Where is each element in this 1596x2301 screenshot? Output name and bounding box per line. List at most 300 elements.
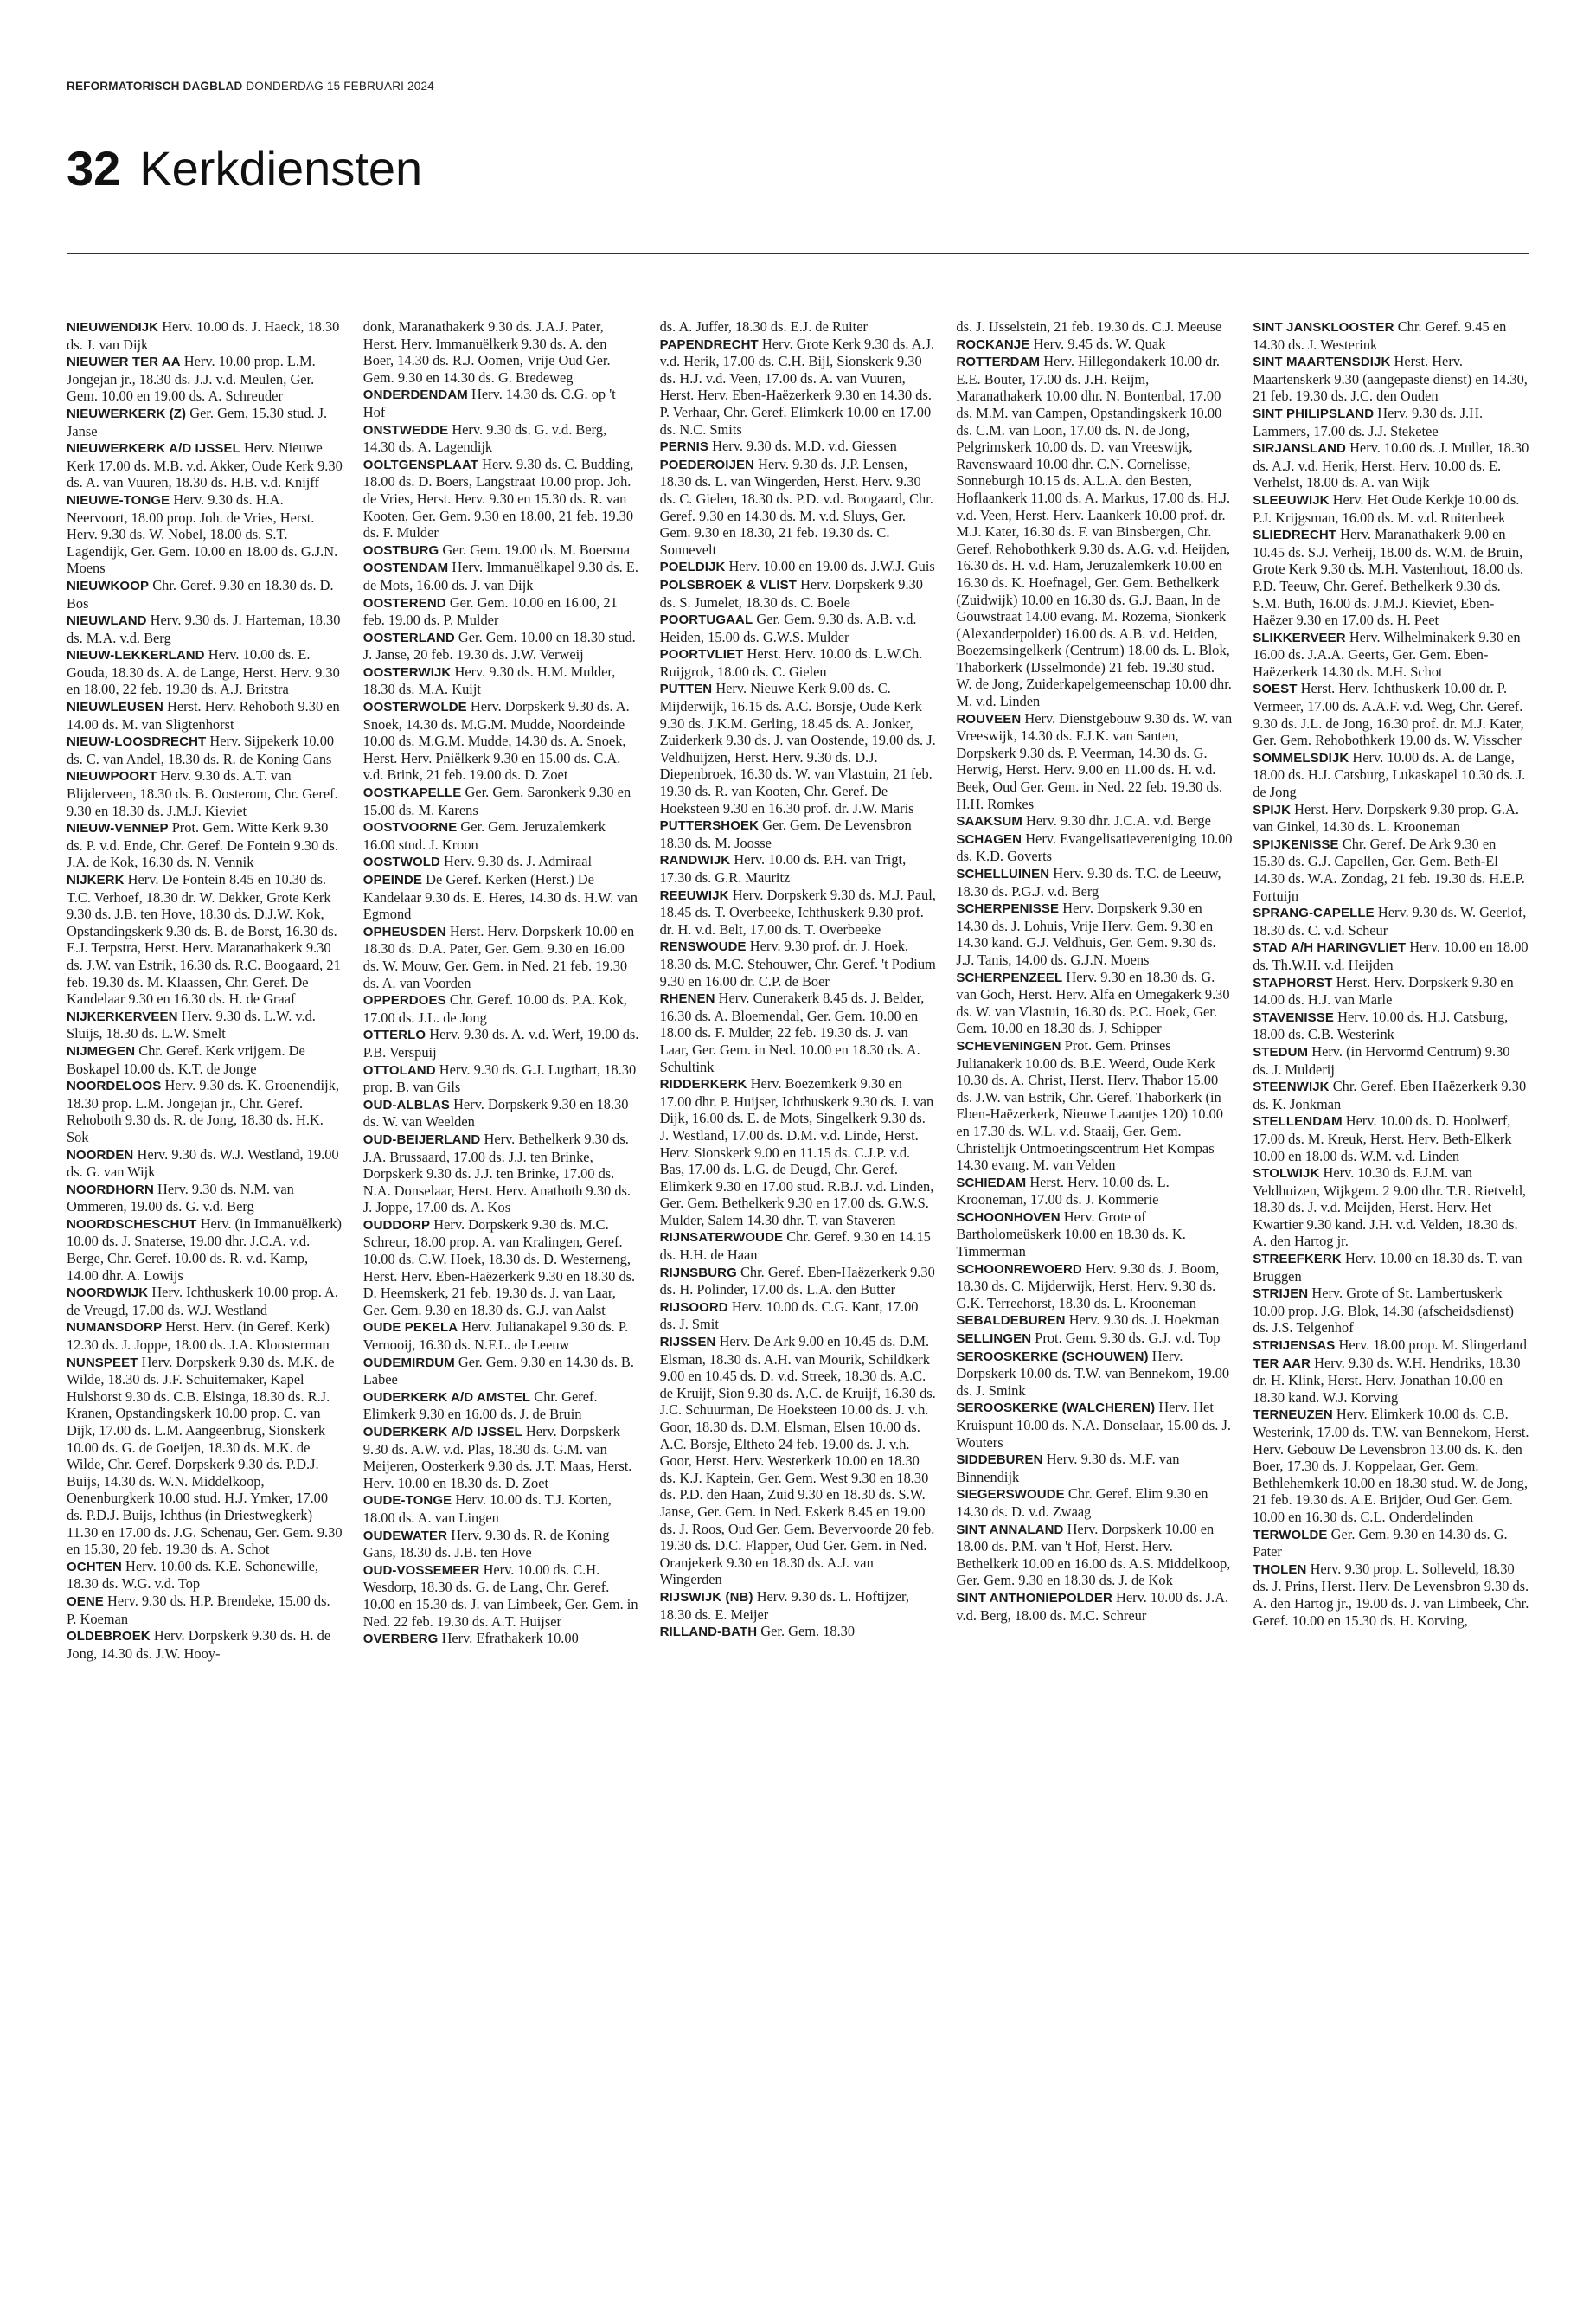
place-name: STREEFKERK [1253,1252,1342,1267]
service-details: Herst. Herv. Ichthuskerk 10.00 dr. P. Vermeer, 17.00 ds. A.A.F. v.d. Weg, Chr. Geref. 9.30 ds. J.L. de Jong, 16.30 prof. dr. M.J. Kater, Ger. Gem. Rehobothkerk 19.00 ds. W. Visscher [1253,680,1524,749]
service-details: Herv. 9.30 ds. J.H. Lammers, 17.00 ds. J.J. Steketee [1253,404,1484,439]
service-entry [1253,1043,1529,1078]
service-details: Herst. Herv. Dorpskerk 9.30 prop. G.A. van Ginkel, 14.30 ds. L. Krooneman [1253,800,1519,836]
place-name: RHENEN [659,991,715,1007]
service-details: Ger. Gem. 9.30 en 14.30 ds. G. Pater [1253,1525,1508,1561]
service-entry [660,1333,937,1588]
column-3 [660,318,937,2256]
service-details: Herv. 10.00 ds. C.G. Kant, 17.00 ds. J. Smit [659,1298,919,1333]
service-details: Ger. Gem. De Levensbron 18.30 ds. M. Joosse [659,817,912,851]
place-name: NIEUWKOOP [67,578,150,593]
place-name: RENSWOUDE [659,939,747,955]
service-entry [363,1630,640,1648]
place-name: OTTERLO [362,1028,426,1043]
service-entry [956,1399,1233,1451]
service-entry [1253,1526,1529,1561]
service-entry [67,353,343,405]
service-entry [67,318,343,353]
place-name: POLSBROEK & VLIST [659,577,797,593]
place-name: SOMMELSDIJK [1253,750,1349,766]
service-details: Herv. Dienstgebouw 9.30 ds. W. van Vreeswijk, 14.30 ds. F.J.K. van Santen, Dorpskerk 9.30 ds. P. Veerman, 14.30 ds. G. Herwig, Herst. Herv. 9.00 en 11.00 ds. H. v.d. Beek, Oud Ger. Gem. in Ned. 22 feb. 19.30 ds. H.H. Romkes [956,709,1233,812]
service-details: Herv. 10.00 prop. L.M. Jongejan jr., 18.30 ds. J.J. v.d. Meulen, Ger. Gem. 10.00 en 19.00 ds. A. Schreuder [67,353,316,405]
service-details: Herv. 9.30 ds. K. Groenendijk, 18.30 prop. L.M. Jongejan jr., Chr. Geref. Rehoboth 9.30 ds. R. de Jong, 18.30 ds. H.K. Sok [67,1077,339,1145]
service-details: Herv. (in Hervormd Centrum) 9.30 ds. J. Mulderij [1253,1042,1510,1078]
service-details: Herv. Evangelisatievereniging 10.00 ds. K.D. Goverts [956,830,1233,865]
service-entry [363,784,640,818]
service-details: Herst. Herv. 10.00 ds. L.W.Ch. Ruijgrok, 18.00 ds. C. Gielen [659,645,923,680]
place-name: NIEUWENDIJK [67,320,159,335]
service-entry [1253,801,1529,836]
service-entry [1253,904,1529,939]
place-name: TERWOLDE [1253,1527,1328,1542]
place-name: TER AAR [1253,1356,1311,1371]
service-entry [67,1558,343,1593]
service-entry [1253,353,1529,405]
service-details: Herst. Herv. (in Geref. Kerk) 12.30 ds. J. Joppe, 18.00 ds. J.A. Kloosterman [67,1318,330,1354]
service-details: Herv. De Ark 9.00 en 10.45 ds. D.M. Elsman, 18.30 ds. A.H. van Mourik, Schildkerk 9.00 en 10.45 ds. D. v.d. Streek, 18.30 ds. A.C. de Kruijf, Sion 9.30 ds. A.C. de Kruijf, 16.30 ds. J.C. Schuurman, De Hoeksteen 10.00 ds. J. v.h. Goor, 18.30 ds. D.M. Elsman, Elsen 10.00 ds. A.C. Borsje, Eltheto 24 feb. 19.00 ds. J. v.h. Goor, Herst. Herv. Westerkerk 10.00 en 18.30 ds. K.J. Kaptein, Ger. Gem. West 9.30 en 18.30 ds. P.D. den Haan, Zuid 9.30 en 18.30 ds. S.W. Janse, Ger. Gem. in Ned. Eskerk 8.45 en 19.00 ds. J. Roos, Oud Ger. Gem. Bevervoorde 20 feb. 19.30 ds. D.C. Flapper, Oud Ger. Gem. in Ned. Oranjekerk 9.30 en 18.30 ds. A.J. van Wingerden [659,1333,936,1588]
place-name: OUDE-TONGE [362,1493,452,1509]
service-entry [363,871,640,923]
place-name: RIJNSBURG [659,1265,737,1280]
place-name: NIEUWERKERK (Z) [67,406,187,421]
service-entry [660,1588,937,1623]
service-details: Herst. Herv. Dorpskerk 10.00 en 18.30 ds. D.A. Pater, Ger. Gem. 9.30 en 16.00 ds. W. Mouw, Ger. Gem. in Ned. 21 feb. 19.30 ds. A. van Voorden [362,922,635,991]
service-details: Chr. Geref. Eben Haëzerkerk 9.30 ds. K. Jonkman [1253,1078,1527,1112]
service-entry [660,336,937,439]
place-name: NIEUW-LEKKERLAND [67,648,205,663]
service-details: Herv. Dorpskerk 9.30 en 14.30 ds. J. Lohuis, Vrije Herv. Gem. 9.30 en 14.30 kand. G.J. Veldhuis, Ger. Gem. 9.30 ds. J.J. Tanis, 14.00 ds. G.J.N. Moens [956,900,1216,968]
service-details: Herv. 9.30 en 18.30 ds. G. van Goch, Herst. Herv. Alfa en Omegakerk 9.30 ds. W. van Vlastuin, 16.30 ds. P.C. Hoek, Ger. Gem. 10.00 en 18.30 ds. J. Schipper [956,968,1230,1037]
service-details: Herv. Grote of Bartholomeüskerk 10.00 en 18.30 ds. K. Timmerman [956,1208,1186,1260]
service-details: Herv. Dorpskerk 9.30 ds. M.K. de Wilde, 18.30 ds. J.F. Schuitemaker, Kapel Hulshorst 9.30 ds. C.B. Elsinga, 18.30 ds. R.J. Kranen, Opstandingskerk 10.00 prop. C. van Dijk, 17.00 ds. L.M. Aangeenbrug, Sionskerk 10.00 ds. G. de Goeijen, 18.30 ds. M.K. de Wilde, Chr. Geref. Dorpskerk 9.30 ds. P.D.J. Buijs, 14.30 ds. W.N. Middelkoop, Oenenburgkerk 10.00 stud. H.J. Ymker, 17.00 ds. P.D.J. Buijs, Ichthus (in Driestwegkerk) 11.30 en 17.00 ds. J.G. Schenau, Ger. Gem. 9.30 en 15.30, 20 feb. 19.30 ds. A. Schot [67,1353,343,1558]
place-name: RIJSWIJK (NB) [659,1589,753,1605]
service-details: Chr. Geref. 9.30 en 18.30 ds. D. Bos [67,576,334,612]
service-entry [660,1298,937,1333]
place-name: PUTTERSHOEK [659,818,760,834]
service-details: Herv. Bethelkerk 9.30 ds. J.A. Brussaard, 17.00 ds. J.J. ten Brinke, Dorpskerk 9.30 ds. J.J. ten Brinke, 17.00 ds. N.A. Donselaar, Herst. Herv. Anathoth 9.30 ds. J. Joppe, 17.00 ds. A. Kos [362,1130,631,1216]
service-details: Chr. Geref. 10.00 ds. P.A. Kok, 17.00 ds. J.L. de Jong [362,991,627,1026]
service-details: Herv. Het Oude Kerkje 10.00 ds. P.J. Krijgsman, 16.00 ds. M. v.d. Ruitenbeek [1253,490,1520,526]
place-name: SLIEDRECHT [1253,528,1337,543]
service-entry [660,1264,937,1298]
service-entry [956,1330,1233,1348]
service-entry [660,611,937,645]
column-1 [67,318,343,2256]
service-entry [363,456,640,542]
place-name: NOORDHORN [67,1182,154,1197]
place-name: NIEUWER TER AA [67,355,181,370]
service-details: Herv. 9.30 ds. N.M. van Ommeren, 19.00 ds. G. v.d. Berg [67,1180,294,1215]
service-entry [363,1388,640,1423]
service-details: Herst. Herv. 10.00 ds. L. Krooneman, 17.00 ds. J. Kommerie [956,1173,1170,1208]
service-entry [363,1061,640,1096]
place-name: ONSTWEDDE [362,422,449,438]
service-details: Herv. 10.00 ds. D. Hoolwerf, 17.00 ds. M. Kreuk, Herst. Herv. Beth-Elkerk 10.00 en 18.00 ds. W.M. v.d. Linden [1253,1112,1512,1164]
service-entry [363,1423,640,1491]
service-entry [1253,1078,1529,1112]
place-name: SCHOONREWOERD [956,1261,1082,1277]
service-details: ds. J. IJsselstein, 21 feb. 19.30 ds. C.J. Meeuse [956,318,1222,335]
service-entry [1253,1406,1529,1525]
place-name: OOLTGENSPLAAT [362,457,479,472]
page-title: Kerkdiensten [139,141,423,195]
service-entry [67,439,343,491]
place-name: SINT MAARTENSDIJK [1253,355,1391,370]
place-name: ROCKANJE [956,336,1030,352]
place-name: RANDWIJK [659,853,731,868]
service-details: Chr. Geref. 9.45 en 14.30 ds. J. Westerink [1253,318,1507,353]
place-name: OLDEBROEK [67,1629,151,1644]
service-entry [660,456,937,559]
service-entry [1253,526,1529,629]
service-entry [956,900,1233,968]
place-name: RIJNSATERWOUDE [659,1230,784,1246]
place-name: OOSTERWIJK [362,664,452,680]
service-entry [67,871,343,1008]
service-details: Chr. Geref. Eben-Haëzerkerk 9.30 ds. H. Polinder, 17.00 ds. L.A. den Butter [659,1263,935,1298]
service-entry [660,1075,937,1228]
service-entry [363,629,640,663]
place-name: RIJSOORD [659,1299,728,1315]
place-name: SCHEVENINGEN [956,1038,1061,1054]
service-details: Herv. Sijpekerk 10.00 ds. C. van Andel, 18.30 ds. R. de Koning Gans [67,733,335,767]
place-name: ROTTERDAM [956,355,1041,370]
place-name: NIEUWE-TONGE [67,492,170,508]
place-name: STEENWIJK [1253,1080,1330,1095]
service-entry [956,353,1233,709]
service-entry [956,336,1233,354]
service-entry [363,1131,640,1216]
service-details: Herv. (in Immanuëlkerk) 10.00 ds. J. Snaterse, 19.00 dhr. J.C.A. v.d. Berge, Chr. Geref. 10.00 ds. R. v.d. Kamp, 14.00 dhr. A. Lowijs [67,1215,342,1284]
service-entry [67,1284,343,1318]
service-entry [363,1096,640,1131]
place-name: ROUVEEN [956,711,1022,727]
service-entry [660,645,937,680]
service-entry [363,318,640,386]
service-entry [956,1521,1233,1589]
service-entry [67,733,343,767]
service-details: Herv. 10.00 ds. K.E. Schonewille, 18.30 ds. W.G. v.d. Top [67,1557,318,1593]
place-name: SELLINGEN [956,1331,1032,1347]
place-name: NOORDWIJK [67,1285,149,1301]
place-name: POORTVLIET [659,647,744,663]
place-name: POELDIJK [659,560,726,575]
service-entry [67,1215,343,1284]
service-entry [956,1485,1233,1520]
place-name: NIEUW-LOOSDRECHT [67,734,207,750]
service-details: Herv. Grote of St. Lambertuskerk 10.00 prop. J.G. Blok, 14.30 (afscheidsdienst) ds. J.S. Telgenhof [1253,1285,1515,1336]
place-name: SIDDEBUREN [956,1452,1043,1468]
service-entry [956,865,1233,900]
service-entry [956,1451,1233,1485]
column-4 [956,318,1233,2256]
place-name: THOLEN [1253,1561,1307,1577]
place-name: STAVENISSE [1253,1009,1334,1025]
service-entry [363,853,640,871]
service-entry [1253,680,1529,748]
place-name: OOSTWOLD [362,855,440,870]
service-details: Herv. 9.30 ds. J. Boom, 18.30 ds. C. Mijderwijk, Herst. Herv. 9.30 ds. G.K. Terreehorst, 18.30 ds. L. Krooneman [956,1259,1220,1311]
place-name: NIEUWPOORT [67,769,157,785]
service-details: Herv. 10.00 ds. E. Gouda, 18.30 ds. A. de Lange, Herst. Herv. 9.30 en 18.00, 22 feb. 19.30 ds. A.J. Britstra [67,646,340,698]
service-entry [67,1318,343,1353]
service-entry [1253,1561,1529,1629]
place-name: SPIJK [1253,802,1292,817]
service-details: Herv. 9.30 ds. T.C. de Leeuw, 18.30 ds. P.G.J. v.d. Berg [956,865,1221,900]
place-name: SEROOSKERKE (SCHOUWEN) [956,1349,1149,1364]
place-name: OOSTEREND [362,595,446,611]
place-name: NIJKERK [67,873,125,888]
place-name: OUD-VOSSEMEER [362,1562,480,1578]
place-name: OPEINDE [362,873,423,888]
place-name: OOSTBURG [362,542,439,558]
service-entry [1253,1009,1529,1043]
service-entry [363,421,640,456]
service-details: Chr. Geref. Kerk vrijgem. De Boskapel 10.00 ds. K.T. de Jonge [67,1042,305,1077]
service-details: Herv. 9.30 ds. M.D. v.d. Giessen [712,438,897,455]
service-details: Prot. Gem. 9.30 ds. G.J. v.d. Top [1035,1330,1221,1347]
service-details: Chr. Geref. Elim 9.30 en 14.30 ds. D. v.d. Zwaag [956,1485,1208,1520]
service-entry [956,1260,1233,1312]
service-entry [1253,439,1529,491]
service-details: Herv. 10.00 ds. P.H. van Trigt, 17.30 ds. G.R. Mauritz [659,851,907,886]
service-details: Ger. Gem. 18.30 [760,1623,856,1640]
place-name: OTTOLAND [362,1062,436,1078]
service-details: Ger. Gem. 19.00 ds. M. Boersma [442,541,631,558]
place-name: ONDERDENDAM [362,388,468,403]
service-entry [956,812,1233,830]
place-name: OOSTKAPELLE [362,785,462,801]
service-entry [1253,1250,1529,1285]
service-details: Herv. Dorpskerk 9.30 ds. S. Jumelet, 18.30 ds. C. Boele [659,575,923,611]
service-details: Herv. 10.00 ds. J.A. v.d. Berg, 18.00 ds. M.C. Schreur [956,1588,1229,1624]
service-entry [67,405,343,439]
service-entry [1253,1336,1529,1355]
service-details: Herv. 14.30 ds. C.G. op 't Hof [362,386,616,420]
place-name: OOSTENDAM [362,561,449,576]
service-entry [956,1348,1233,1400]
service-details: Herv. 9.30 ds. R. de Koning Gans, 18.30 ds. J.B. ten Hove [362,1526,610,1561]
service-entry [363,1354,640,1388]
service-entry [67,1008,343,1042]
service-details: Herst. Herv. Dorpskerk 9.30 en 14.00 ds. H.J. van Marle [1253,973,1514,1009]
service-details: Herv. Dorpskerk 9.30 ds. A.W. v.d. Plas, 18.30 ds. G.M. van Meijeren, Oosterkerk 9.30 ds. J.T. Maas, Herst. Herv. 10.00 en 18.30 ds. D. Zoet [362,1423,632,1491]
service-details: Ger. Gem. 9.30 ds. A.B. v.d. Heiden, 15.00 ds. G.W.S. Mulder [659,611,917,645]
service-entry [956,318,1233,336]
service-details: Herv. 9.30 ds. M.F. van Binnendijk [956,1451,1180,1485]
service-details: Herv. Julianakapel 9.30 ds. P. Vernooij, 16.30 ds. N.F.L. de Leeuw [362,1318,629,1354]
service-details: Herv. Dorpskerk 10.00 ds. T.W. van Bennekom, 19.00 ds. J. Smink [956,1347,1230,1399]
place-name: SEROOSKERKE (WALCHEREN) [956,1400,1156,1416]
service-details: Herv. 9.30 ds. C. Budding, 18.00 ds. D. Boers, Langstraat 10.00 prop. Joh. de Vries, Herst. Herv. 9.30 en 15.30 ds. R. van Kooten, Ger. Gem. 9.30 en 18.00, 21 feb. 19.30 ds. F. Mulder [362,455,634,542]
service-entry [1253,749,1529,801]
service-details: Herv. 9.30 prof. dr. J. Hoek, 18.30 ds. M.C. Stehouwer, Chr. Geref. 't Podium 9.30 en 16.00 dr. C.P. de Boer [659,938,936,990]
place-name: OENE [67,1593,104,1609]
service-details: Chr. Geref. Elimkerk 9.30 en 16.00 ds. J. de Bruin [362,1388,598,1423]
place-name: STAD A/H HARINGVLIET [1253,940,1407,956]
place-name: OUD-ALBLAS [362,1097,450,1112]
place-name: SLIKKERVEER [1253,630,1346,645]
service-details: Herv. Immanuëlkapel 9.30 ds. E. de Mots, 16.00 ds. J. van Dijk [362,559,638,593]
service-details: Herv. Nieuwe Kerk 17.00 ds. M.B. v.d. Akker, Oude Kerk 9.30 ds. A. van Vuuren, 18.30 ds. H.B. v.d. Knijff [67,439,343,491]
service-entry [660,1228,937,1263]
place-name: SLEEUWIJK [1253,492,1330,508]
place-name: SINT ANTHONIEPOLDER [956,1590,1112,1606]
service-details: Herv. Efrathakerk 10.00 [441,1630,579,1647]
place-name: STAPHORST [1253,975,1333,990]
service-details: Chr. Geref. 9.30 en 14.15 ds. H.H. de Haan [659,1228,931,1264]
place-name: STELLENDAM [1253,1114,1343,1130]
column-2 [363,318,640,2256]
service-details: Herv. De Fontein 8.45 en 10.30 ds. T.C. Verhoef, 18.30 dr. W. Dekker, Grote Kerk 9.30 ds. J.B. ten Hove, 18.30 ds. D.J.W. Kok, Opstandingskerk 9.30 ds. B. de Borst, 16.30 ds. E.J. Terpstra, Herst. Herv. Maranathakerk 9.30 ds. J.W. van Estrik, 16.30 ds. R.C. Boogaard, 21 feb. 19.30 ds. M. Klaassen, Chr. Geref. De Kandelaar 9.30 en 16.30 ds. H. de Graaf [67,871,341,1008]
place-name: NOORDEN [67,1147,134,1163]
service-details: Chr. Geref. De Ark 9.30 en 15.30 ds. G.J. Capellen, Ger. Gem. Beth-El 14.30 ds. W.A. Zondag, 21 feb. 19.30 ds. H.E.P. Fortuijn [1253,835,1525,904]
service-details: Herv. 9.30 ds. W. Geerlof, 18.30 ds. C. v.d. Scheur [1253,904,1527,939]
service-details: Herv. Nieuwe Kerk 9.00 ds. C. Mijderwijk, 16.15 ds. A.C. Borsje, Oude Kerk 9.30 ds. J.K.M. Gerling, 18.45 ds. A. Jonker, Zuiderkerk 9.30 ds. J. van Oostende, 19.00 ds. J. Veldhuijzen, Herst. Herv. 9.30 ds. D.J. Diepenbroek, 16.30 ds. W. van Vlastuin, 21 feb. 19.30 ds. R. van Kooten, Chr. Geref. De Hoeksteen 9.30 en 16.30 prof. dr. J.W. Maris [659,680,936,817]
service-entry [363,1216,640,1319]
place-name: OPHEUSDEN [362,924,446,939]
service-entry [363,594,640,629]
service-entry [660,817,937,851]
service-details: Herv. Grote Kerk 9.30 ds. A.J. v.d. Herik, 17.00 ds. C.H. Bijl, Sionskerk 9.30 ds. H.J. v.d. Veen, 17.00 ds. A. van Vuuren, Herst. Herv. Eben-Haëzerkerk 9.30 en 14.30 ds. P. Verhaar, Chr. Geref. Elimkerk 10.00 en 17.00 ds. N.C. Smits [659,335,935,438]
service-entry [956,1174,1233,1208]
place-name: PUTTEN [659,682,713,697]
place-name: NIEUWLAND [67,613,147,629]
service-details: Prot. Gem. Witte Kerk 9.30 ds. P. v.d. Ende, Chr. Geref. De Fontein 9.30 ds. J.A. de Kok, 16.30 ds. N. Vennik [67,819,338,871]
service-entry [363,1491,640,1526]
listing-columns [67,318,1529,2256]
service-entry [1253,974,1529,1009]
place-name: OUDERKERK A/D IJSSEL [362,1425,522,1439]
heading-rule [67,253,1529,254]
service-details: Herv. Hillegondakerk 10.00 dr. E.E. Bouter, 17.00 ds. J.H. Reijm, Maranathakerk 10.00 dhr. N. Bontenbal, 17.00 ds. M.M. van Campen, Opstandingskerk 10.00 ds. C.M. van Loon, 17.00 ds. N. de Jong, Pelgrimskerk 10.00 ds. D. van Vreeswijk, Ravenswaard 10.00 dhr. C.N. Cornelisse, Sonneburgh 10.15 ds. A.L.A. den Besten, Hoflaankerk 11.00 ds. A. Markus, 17.00 ds. H.J. v.d. Veen, Herst. Herv. Laankerk 10.00 prof. dr. M.J. Kater, 16.30 ds. F. van Binsbergen, Chr. Geref. Rehobothkerk 9.30 ds. A.G. v.d. Heijden, 16.30 ds. H. v.d. Ham, Jeruzalemkerk 10.00 en 16.30 ds. K. Hoefnagel, Ger. Gem. Bethelkerk (Zuidwijk) 10.00 en 16.30 ds. G.J. Baan, In de Gouwstraat 14.00 evang. M. Rozema, Sionkerk (Alexanderpolder) 16.00 ds. A.B. v.d. Heiden, Boezemsingelkerk (Centrum) 18.00 ds. L. Blok, Thaborkerk (IJsselmonde) 21 feb. 19.30 stud. W. de Jong, Zuiderkapelgemeenschap 10.00 dhr. M. v.d. Linden [956,353,1232,710]
service-details: Herv. Dorpskerk 9.30 ds. M.J. Paul, 18.45 ds. T. Overbeeke, Ichthuskerk 9.30 prof. dr. H. v.d. Belt, 17.00 ds. T. Overbeeke [659,886,936,938]
service-details: Ger. Gem. 10.00 en 16.00, 21 feb. 19.00 ds. P. Mulder [362,593,618,629]
place-name: RILLAND-BATH [659,1625,758,1640]
place-name: NIEUWLEUSEN [67,700,163,715]
place-name: TERNEUZEN [1253,1407,1333,1423]
place-name: RIJSSEN [659,1335,716,1350]
place-name: SPRANG-CAPELLE [1253,906,1375,921]
service-details: Herv. 9.30 ds. W.J. Westland, 19.00 ds. G. van Wijk [67,1145,339,1181]
service-entry [956,969,1233,1037]
service-entry [660,887,937,939]
service-details: Herv. 9.45 ds. W. Quak [1033,335,1166,352]
service-entry [1253,836,1529,904]
service-details: Herv. 9.30 ds. J. Harteman, 18.30 ds. M.A. v.d. Berg [67,612,341,646]
place-name: OUD-BEIJERLAND [362,1131,481,1147]
place-name: SCHERPENISSE [956,901,1060,917]
service-details: Herv. Maranathakerk 9.00 en 10.45 ds. S.J. Verheij, 18.00 ds. W.M. de Bruin, Grote Kerk 9.30 ds. M.H. Vastenhout, 18.00 ds. P.D. Teeuw, Chr. Geref. Bethelkerk 9.30 ds. S.M. Buth, 16.00 ds. J.M.J. Kieviet, Eben-Haëzer 9.30 en 17.00 ds. H. Peet [1253,526,1524,629]
service-details: Herst. Herv. Rehoboth 9.30 en 14.00 ds. M. van Sligtenhorst [67,698,340,733]
place-name: SCHELLUINEN [956,867,1050,881]
place-name: NIJKERKERVEEN [67,1009,178,1024]
service-details: Ger. Gem. Saronkerk 9.30 en 15.00 ds. M. Karens [362,784,631,818]
service-entry [1253,1164,1529,1250]
place-name: OOSTERLAND [362,630,455,645]
service-entry [363,542,640,560]
place-name: SINT PHILIPSLAND [1253,406,1375,421]
place-name: SIRJANSLAND [1253,441,1346,457]
service-entry [1253,491,1529,526]
service-details: Herv. 9.30 ds. W.H. Hendriks, 18.30 dr. H. Klink, Herst. Herv. Jonathan 10.00 en 18.30 kand. W.J. Korving [1253,1354,1521,1406]
service-entry [660,438,937,456]
place-name: SCHOONHOVEN [956,1209,1061,1225]
service-entry [363,1561,640,1630]
service-details: Herv. 9.30 ds. J.P. Lensen, 18.30 ds. L. van Wingerden, Herst. Herv. 9.30 ds. C. Gielen, 18.30 ds. P.D. v.d. Boogaard, Chr. Geref. 9.30 en 14.30 ds. M. v.d. Sluys, Ger. Gem. 9.30 en 18.30, 21 feb. 19.30 ds. C. Sonnevelt [659,455,933,558]
service-details: Herv. 10.00 ds. T.J. Korten, 18.00 ds. A. van Lingen [362,1491,612,1526]
service-details: Herv. Dorpskerk 10.00 en 18.00 ds. P.M. van 't Hof, Herst. Herv. Bethelkerk 10.00 en 16.00 ds. A.S. Middelkoop, Ger. Gem. 9.30 en 18.30 ds. J. de Kok [956,1520,1231,1589]
service-details: Herv. 9.30 ds. G. v.d. Berg, 14.30 ds. A. Lagendijk [362,420,607,456]
service-entry [956,830,1233,865]
service-details: Ger. Gem. Jeruzalemkerk 16.00 stud. J. Kroon [362,818,606,853]
service-details: donk, Maranathakerk 9.30 ds. J.A.J. Pater, Herst. Herv. Immanuëlkerk 9.30 ds. A. den Boer, 14.30 ds. R.J. Oomen, Vrije Oud Ger. Gem. 9.30 en 14.30 ds. G. Bredeweg [362,318,611,386]
service-details: Herv. Cunerakerk 8.45 ds. J. Belder, 16.30 ds. A. Bloemendal, Ger. Gem. 10.00 en 18.00 ds. F. Mulder, 22 feb. 19.30 ds. J. van Laar, Ger. Gem. in Ned. 10.00 en 18.30 ds. A. Schultink [659,990,925,1075]
service-details: Herv. Elimkerk 10.00 ds. C.B. Westerink, 17.00 ds. T.W. van Bennekom, Herst. Herv. Gebouw De Levensbron 13.00 ds. K. den Boer, 17.30 ds. J. Koppelaar, Ger. Gem. Bethlehemkerk 10.00 en 18.30 stud. W. de Jong, 21 feb. 19.30 ds. A.E. Brijder, Oud Ger. Gem. 10.00 en 16.30 ds. C.L. Onderdelinden [1253,1406,1529,1525]
place-name: PERNIS [659,439,709,455]
service-details: Herv. 10.00 en 19.00 ds. J.W.J. Guis [728,558,935,575]
paper-name: REFORMATORISCH DAGBLAD [67,80,243,93]
service-entry [67,1627,343,1662]
place-name: OOSTVOORNE [362,820,458,836]
service-entry [67,1146,343,1181]
place-name: NUNSPEET [67,1355,138,1370]
service-entry [363,991,640,1026]
service-details: Herv. Dorpskerk 9.30 ds. M.C. Schreur, 18.00 prop. A. van Kralingen, Geref. 10.00 ds. C.W. Hoek, 18.30 ds. D. Westerneng, Herst. Herv. Eben-Haëzerkerk 9.30 en 18.30 ds. D. Heemskerk, 21 feb. 19.30 ds. J. van Laar, Ger. Gem. 9.30 en 18.30 ds. G.J. van Aalst [362,1215,636,1318]
service-details: Herv. 9.30 ds. H.A. Neervoort, 18.00 prop. Joh. de Vries, Herst. Herv. 9.30 ds. W. Nobel, 18.00 ds. S.T. Lagendijk, Ger. Gem. 10.00 en 18.00 ds. G.J.N. Moens [67,490,338,577]
service-entry [956,1589,1233,1624]
place-name: RIDDERKERK [659,1077,747,1093]
service-entry [1253,1112,1529,1164]
service-details: Herv. 9.30 ds. H.M. Mulder, 18.30 ds. M.A. Kuijt [362,663,616,698]
service-entry [67,1593,343,1627]
service-details: Herv. 9.30 ds. A. v.d. Werf, 19.00 ds. P.B. Verspuij [362,1026,639,1061]
place-name: SOEST [1253,682,1298,697]
service-entry [363,1527,640,1561]
service-entry [1253,629,1529,681]
service-entry [660,318,937,336]
service-details: ds. A. Juffer, 18.30 ds. E.J. de Ruiter [659,318,868,335]
service-entry [67,1354,343,1558]
service-entry [363,818,640,853]
service-details: Herv. Het Kruispunt 10.00 ds. N.A. Donselaar, 15.00 ds. J. Wouters [956,1399,1231,1451]
service-details: Ger. Gem. 15.30 stud. J. Janse [67,404,328,439]
place-name: NUMANSDORP [67,1320,163,1336]
place-name: NIEUWERKERK A/D IJSSEL [67,441,240,457]
service-entry [363,1318,640,1353]
service-entry [67,698,343,733]
service-details: Herst. Herv. Maartenskerk 9.30 (aangepaste dienst) en 14.30, 21 feb. 19.30 ds. J.C. den Ouden [1253,353,1528,405]
place-name: STRIJEN [1253,1286,1309,1302]
place-name: SIEGERSWOUDE [956,1487,1065,1503]
place-name: POORTUGAAL [659,612,753,628]
masthead [67,80,434,93]
place-name: NOORDELOOS [67,1079,162,1094]
service-details: Herv. 9.30 ds. J. Admiraal [444,853,593,870]
service-details: Herv. 10.00 ds. J. Muller, 18.30 ds. A.J. v.d. Herik, Herst. Herv. 10.00 ds. E. Verhelst, 18.00 ds. A. van Wijk [1253,439,1529,491]
service-details: Herv. 9.30 ds. G.J. Lugthart, 18.30 prop. B. van Gils [362,1061,637,1096]
service-entry [363,386,640,420]
service-entry [67,1077,343,1145]
service-entry [956,1037,1233,1174]
service-details: Herv. 10.00 en 18.30 ds. T. van Bruggen [1253,1250,1522,1285]
service-entry [1253,405,1529,439]
service-entry [660,576,937,611]
service-entry [67,646,343,698]
service-entry [1253,939,1529,973]
service-details: Herv. 9.30 ds. H.P. Brendeke, 15.00 ds. P. Koeman [67,1592,330,1627]
service-details: Herv. Ichthuskerk 10.00 prop. A. de Vreugd, 17.00 ds. W.J. Westland [67,1284,338,1318]
